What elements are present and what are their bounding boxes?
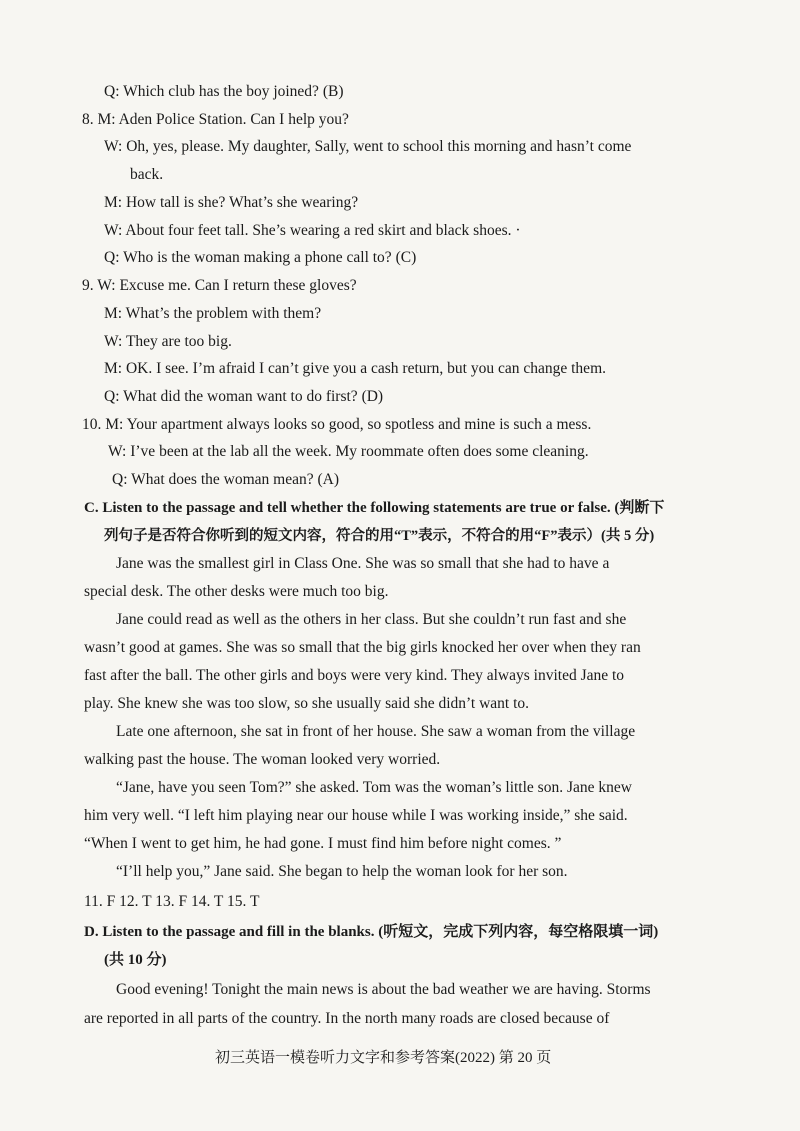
- passage-c-para-3-cont: walking past the house. The woman looked very worried.: [84, 751, 441, 768]
- passage-c-para-4-cont-1: him very well. “I left him playing near our house while I was working inside,” she said.: [84, 807, 628, 824]
- passage-d-para-1-cont: are reported in all parts of the country. In the north many roads are closed because of: [84, 1010, 610, 1027]
- passage-c-para-2-cont-2: fast after the ball. The other girls and boys were very kind. They always invited Jane to: [84, 667, 625, 684]
- dialog-8-line-1: 8. M: Aden Police Station. Can I help you?: [82, 111, 349, 128]
- section-d-heading: D. Listen to the passage and fill in the blanks. (听短文，完成下列内容，每空格限填一词): [84, 924, 659, 940]
- passage-c-para-2: Jane could read as well as the others in her class. But she couldn’t run fast and she: [116, 611, 627, 628]
- q9-question: Q: What did the woman want to do first? (D): [104, 388, 384, 405]
- passage-d-para-1: Good evening! Tonight the main news is about the bad weather we are having. Storms: [116, 981, 651, 998]
- passage-c-para-4-cont-2: “When I went to get him, he had gone. I must find him before night comes. ”: [84, 835, 562, 852]
- section-d-heading-cont: (共 10 分): [104, 952, 167, 968]
- dialog-8-line-4: W: About four feet tall. She’s wearing a red skirt and black shoes. ·: [104, 222, 521, 239]
- section-c-heading: C. Listen to the passage and tell whether the following statements are true or false. (判断下: [84, 500, 665, 516]
- passage-c-para-4: “Jane, have you seen Tom?” she asked. Tom was the woman’s little son. Jane knew: [116, 779, 632, 796]
- dialog-10-line-1: 10. M: Your apartment always looks so good, so spotless and mine is such a mess.: [82, 416, 592, 433]
- passage-c-para-1: Jane was the smallest girl in Class One. She was so small that she had to have a: [116, 555, 610, 572]
- q8-question: Q: Who is the woman making a phone call to? (C): [104, 249, 417, 266]
- dialog-8-line-2: W: Oh, yes, please. My daughter, Sally, went to school this morning and hasn’t come: [104, 138, 632, 155]
- dialog-10-line-2: W: I’ve been at the lab all the week. My roommate often does some cleaning.: [108, 443, 589, 460]
- passage-c-para-1-cont: special desk. The other desks were much too big.: [84, 583, 389, 600]
- passage-c-para-5: “I’ll help you,” Jane said. She began to help the woman look for her son.: [116, 863, 568, 880]
- passage-c-para-3: Late one afternoon, she sat in front of her house. She saw a woman from the village: [116, 723, 636, 740]
- answers-11-15: 11. F 12. T 13. F 14. T 15. T: [84, 893, 260, 910]
- dialog-8-line-2-cont: back.: [130, 166, 164, 183]
- dialog-9-line-2: M: What’s the problem with them?: [104, 305, 322, 322]
- passage-c-para-2-cont-3: play. She knew she was too slow, so she usually said she didn’t want to.: [84, 695, 530, 712]
- dialog-9-line-4: M: OK. I see. I’m afraid I can’t give you a cash return, but you can change them.: [104, 360, 606, 377]
- section-c-heading-cont: 列句子是否符合你听到的短文内容，符合的用“T”表示，不符合的用“F”表示）(共 5 分): [104, 528, 655, 544]
- page-footer: 初三英语一模卷听力文字和参考答案(2022) 第 20 页: [215, 1050, 552, 1066]
- q7-question: Q: Which club has the boy joined? (B): [104, 83, 344, 100]
- q10-question: Q: What does the woman mean? (A): [112, 471, 339, 488]
- dialog-8-line-3: M: How tall is she? What’s she wearing?: [104, 194, 359, 211]
- dialog-9-line-3: W: They are too big.: [104, 333, 232, 350]
- dialog-9-line-1: 9. W: Excuse me. Can I return these gloves?: [82, 277, 357, 294]
- passage-c-para-2-cont-1: wasn’t good at games. She was so small that the big girls knocked her over when they ran: [84, 639, 641, 656]
